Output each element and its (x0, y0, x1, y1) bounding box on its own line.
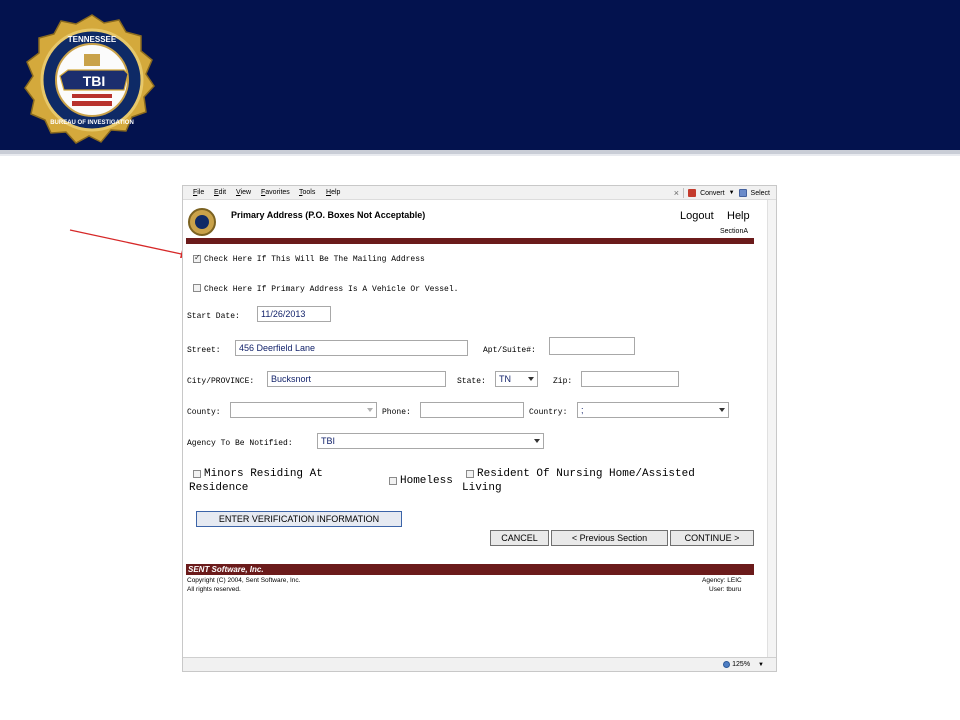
continue-button[interactable]: CONTINUE > (670, 530, 754, 546)
annotation-arrow (68, 226, 194, 262)
county-select[interactable] (230, 402, 377, 418)
nursing-home-checkbox[interactable] (466, 470, 474, 478)
browser-window (182, 185, 777, 672)
select-button[interactable]: Select (750, 189, 770, 197)
svg-text:TBI: TBI (82, 73, 106, 89)
menu-edit[interactable]: Edit (214, 189, 227, 196)
homeless-checkbox[interactable] (389, 477, 397, 485)
help-link[interactable]: Help (727, 210, 750, 222)
browser-toolbar (674, 188, 770, 198)
nursing-home-label: Resident Of Nursing Home/Assisted (477, 468, 695, 480)
logout-link[interactable]: Logout (680, 210, 714, 222)
zoom-control[interactable] (723, 661, 764, 668)
page-content (183, 200, 767, 658)
zoom-icon (723, 661, 730, 668)
copyright-text: Copyright (C) 2004, Sent Software, Inc. (187, 577, 301, 584)
title-divider (186, 238, 754, 244)
convert-button[interactable]: Convert (700, 189, 725, 197)
state-select[interactable] (495, 371, 538, 387)
country-label: Country: (529, 408, 568, 417)
minors-label-line2: Residence (189, 482, 249, 494)
homeless-label: Homeless (400, 475, 453, 487)
apt-field[interactable] (549, 337, 635, 355)
agency-select-value: TBI (321, 436, 336, 446)
mailing-address-label: Check Here If This Will Be The Mailing Address (204, 255, 425, 264)
menu-help[interactable]: Help (326, 189, 341, 196)
phone-field[interactable] (420, 402, 524, 418)
vertical-scrollbar[interactable] (767, 200, 776, 657)
menu-view[interactable]: View (236, 189, 252, 196)
agency-label: Agency To Be Notified: (187, 439, 293, 448)
footer-bar: SENT Software, Inc. (186, 564, 754, 575)
banner-divider-light (0, 154, 960, 156)
cancel-button[interactable]: CANCEL (490, 530, 549, 546)
zip-label: Zip: (553, 377, 573, 386)
minors-label: Minors Residing At (204, 468, 323, 480)
section-label: SectionA (720, 228, 749, 235)
enter-verification-button[interactable]: ENTER VERIFICATION INFORMATION (196, 511, 402, 527)
chevron-down-icon[interactable]: ▼ (728, 190, 735, 196)
apt-label: Apt/Suite#: (483, 346, 536, 355)
street-field[interactable]: 456 Deerfield Lane (235, 340, 468, 356)
country-select-value: ; (581, 405, 584, 415)
state-select-value: TN (499, 374, 511, 384)
county-label: County: (187, 408, 221, 417)
close-icon[interactable]: × (673, 187, 680, 198)
city-field[interactable]: Bucksnort (267, 371, 446, 387)
header-banner (0, 0, 960, 150)
chevron-down-icon (719, 408, 725, 412)
menu-tools[interactable]: Tools (299, 189, 316, 196)
svg-text:BUREAU OF INVESTIGATION: BUREAU OF INVESTIGATION (50, 120, 134, 126)
agency-select[interactable] (317, 433, 544, 449)
start-date-label: Start Date: (187, 312, 240, 321)
rights-text: All rights reserved. (187, 586, 241, 593)
city-label: City/PROVINCE: (187, 377, 255, 386)
tbi-seal-logo (24, 14, 160, 144)
chevron-down-icon (528, 377, 534, 381)
agency-info: Agency: LEIC (702, 577, 742, 584)
browser-status-bar (183, 657, 776, 671)
zip-field[interactable] (581, 371, 679, 387)
tbi-badge-icon (188, 208, 216, 236)
country-select[interactable] (577, 402, 729, 418)
select-icon[interactable] (739, 189, 747, 197)
zoom-level: 125% (732, 661, 751, 668)
state-label: State: (457, 377, 486, 386)
page-title: Primary Address (P.O. Boxes Not Acceptable) (231, 210, 426, 220)
nursing-home-label-line2: Living (462, 482, 502, 494)
phone-label: Phone: (382, 408, 411, 417)
chevron-down-icon[interactable]: ▼ (758, 661, 764, 668)
previous-section-button[interactable]: < Previous Section (551, 530, 668, 546)
user-info: User: tburu (709, 586, 742, 593)
menu-favorites[interactable]: Favorites (261, 189, 290, 196)
vehicle-label: Check Here If Primary Address Is A Vehicle Or Vessel. (204, 285, 459, 294)
browser-menu-bar (183, 186, 776, 200)
toolbar-separator (683, 188, 684, 198)
menu-file[interactable]: File (193, 189, 205, 196)
chevron-down-icon (367, 408, 373, 412)
mailing-address-checkbox[interactable] (193, 255, 201, 263)
street-label: Street: (187, 346, 221, 355)
start-date-field[interactable]: 11/26/2013 (257, 306, 331, 322)
pdf-convert-icon[interactable] (688, 189, 696, 197)
chevron-down-icon (534, 439, 540, 443)
vehicle-checkbox[interactable] (193, 284, 201, 292)
minors-checkbox[interactable] (193, 470, 201, 478)
svg-text:TENNESSEE: TENNESSEE (67, 35, 117, 44)
